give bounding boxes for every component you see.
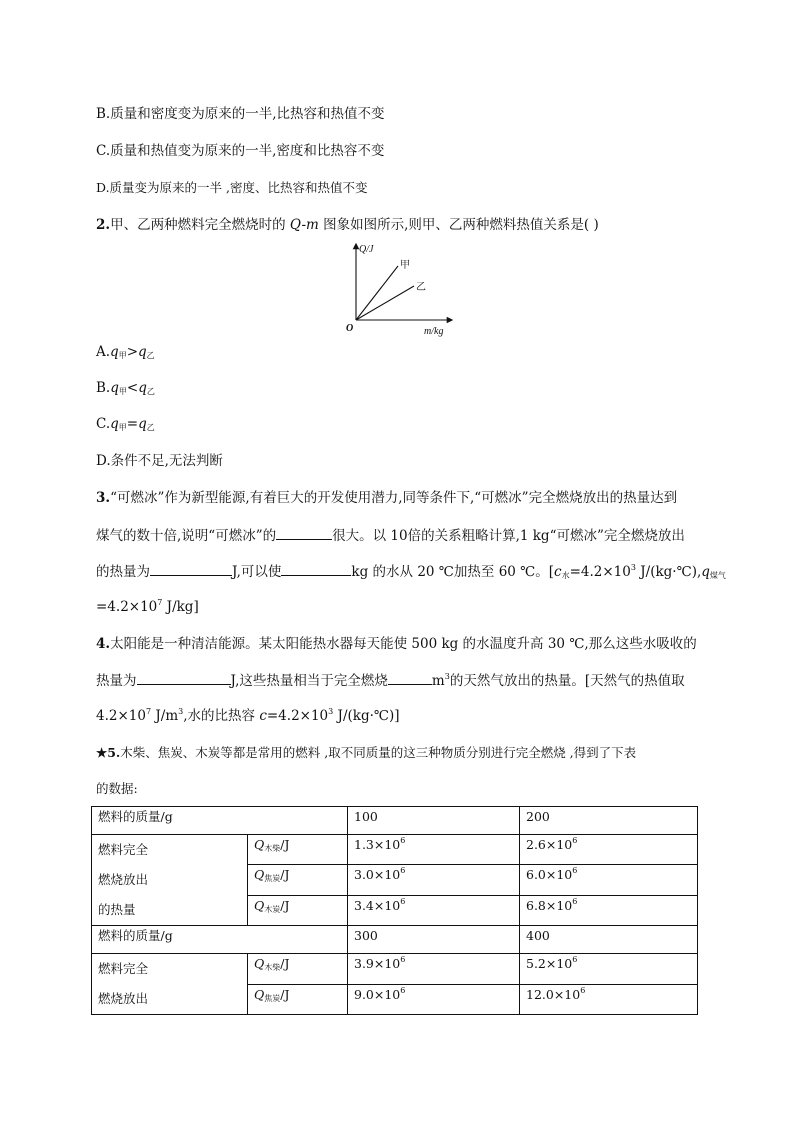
- value-cell: [520, 895, 698, 925]
- q2-text-a: 甲、乙两种燃料完全燃烧时的: [110, 217, 290, 233]
- exponent: 7: [145, 707, 152, 716]
- row-sub: 焦炭: [264, 993, 281, 1003]
- sub-yi: 乙: [146, 423, 155, 432]
- question-3-line-3: [96, 561, 726, 582]
- sub-jia: 甲: [118, 351, 127, 360]
- heat-label-line: 燃料完全: [98, 961, 149, 976]
- sub-yi: 乙: [146, 387, 155, 396]
- relation: <: [126, 380, 139, 396]
- q-value: 4.2×10: [96, 708, 146, 724]
- mantissa: 12.0×10: [526, 986, 581, 1002]
- mantissa: 1.3×10: [354, 837, 401, 852]
- q-symbol: Q: [254, 897, 265, 913]
- question-3-line-4: [96, 597, 199, 617]
- value-cell: [520, 984, 698, 1015]
- sub-yi: 乙: [146, 351, 155, 360]
- line-jia: [356, 266, 398, 320]
- option-b-prev: B.质量和密度变为原来的一半,比热容和热值不变: [96, 106, 385, 122]
- exponent: 6: [400, 836, 406, 845]
- mass-label: 燃料的质量/g: [92, 926, 348, 954]
- row-sub: 焦炭: [264, 874, 281, 884]
- q3-text: kg 的水从 20 ℃加热至 60 ℃。[: [351, 564, 555, 580]
- value-cell: [348, 865, 520, 895]
- q-unit: J/m: [151, 708, 179, 724]
- q4-text: J,这些热量相当于完全燃烧: [230, 673, 388, 689]
- line-jia-label: 甲: [400, 260, 410, 271]
- q2-text-var: Q-m: [289, 217, 319, 233]
- mantissa: 6.0×10: [526, 867, 573, 883]
- q4-text: 热量为: [96, 673, 137, 689]
- line-yi: [356, 286, 414, 320]
- sub-jia: 甲: [118, 423, 127, 432]
- exponent: 3: [178, 707, 184, 716]
- mass-cell: 100: [348, 807, 520, 835]
- row-label-coke: [248, 984, 348, 1015]
- unit: /J: [280, 986, 290, 1002]
- value-cell: [348, 895, 520, 925]
- row-sub: 木柴: [264, 844, 281, 853]
- q3-text: 很大。以 10倍的关系粗略计算,1 kg“可燃冰”完全燃烧放出: [332, 528, 685, 544]
- table-row: [92, 954, 698, 985]
- relation: =: [126, 416, 139, 432]
- q5-text: 木柴、焦炭、木炭等都是常用的燃料 ,取不同质量的这三种物质分别进行完全燃烧 ,得到了下表: [120, 745, 637, 760]
- c-subscript: 水: [561, 571, 570, 580]
- c-unit: J/(kg·℃),: [635, 564, 702, 580]
- q-symbol: q: [110, 380, 119, 396]
- answer-blank[interactable]: [281, 561, 351, 576]
- c-unit: J/(kg·℃)]: [333, 708, 400, 724]
- unit: /J: [280, 867, 290, 883]
- heat-label: [92, 954, 248, 1015]
- value-cell: [520, 835, 698, 865]
- exponent: 6: [400, 985, 406, 995]
- q3-text: 的热量为: [96, 564, 150, 580]
- mantissa: 6.8×10: [526, 897, 573, 913]
- mantissa: 5.2×10: [526, 956, 573, 971]
- heat-label-line: 燃烧放出: [98, 872, 149, 887]
- exponent: 3: [630, 563, 636, 572]
- q2-option-c: [96, 414, 155, 434]
- q2-option-d: D.条件不足,无法判断: [96, 453, 223, 469]
- question-4-line-1: [96, 634, 697, 654]
- x-axis-label: m/kg: [424, 326, 444, 337]
- c-value: =4.2×10: [569, 564, 631, 580]
- table-row: [92, 926, 698, 954]
- row-label-coke: [248, 865, 348, 895]
- exponent: 6: [572, 896, 578, 906]
- exponent: 6: [572, 955, 578, 964]
- heat-label-line: 燃烧放出: [98, 991, 149, 1006]
- q4-text: 的天然气放出的热量。[天然气的热值取: [449, 673, 685, 689]
- row-label-wood: [248, 835, 348, 865]
- exponent: 6: [400, 866, 406, 876]
- question-5-line-1: [96, 743, 636, 763]
- question-number: 2.: [96, 217, 111, 233]
- exponent: 6: [572, 836, 578, 845]
- value-cell: [520, 954, 698, 985]
- q3-text: J,可以使: [232, 564, 282, 580]
- line-yi-label: 乙: [416, 282, 426, 293]
- q-symbol: Q: [254, 956, 265, 971]
- question-number: ★5.: [96, 745, 121, 760]
- q4-text: ,水的比热容: [183, 708, 260, 724]
- question-4-line-3: [96, 706, 400, 726]
- unit: /J: [280, 837, 290, 852]
- q-symbol: q: [110, 416, 119, 432]
- option-prefix: A.: [96, 344, 111, 360]
- q-symbol: q: [110, 344, 119, 360]
- origin-label: O: [346, 323, 354, 334]
- question-3-line-1: [96, 488, 677, 508]
- table-row: [92, 835, 698, 865]
- question-3-line-2: [96, 525, 685, 546]
- q2-text-b: 图象如图所示,则甲、乙两种燃料热值关系是( ): [318, 217, 599, 233]
- q2-option-a: [96, 342, 155, 362]
- heat-label: [92, 835, 248, 926]
- question-4-line-2: [96, 670, 685, 691]
- question-5-line-2: 的数据:: [96, 781, 138, 796]
- q-subscript: 煤气: [709, 571, 726, 580]
- c-value: =4.2×10: [266, 708, 329, 724]
- answer-blank[interactable]: [137, 670, 231, 685]
- option-c-prev: C.质量和热值变为原来的一半,密度和比热容不变: [96, 143, 385, 159]
- q-value: =4.2×10: [96, 599, 158, 615]
- relation: >: [126, 344, 139, 360]
- q-symbol: q: [138, 380, 147, 396]
- question-number: 4.: [96, 636, 111, 652]
- q3-text: 煤气的数十倍,说明“可燃冰”的: [96, 528, 277, 544]
- option-prefix: C.: [96, 416, 111, 432]
- y-axis-label: Q/J: [359, 244, 374, 255]
- exponent: 3: [444, 672, 450, 681]
- q3-text: “可燃冰”作为新型能源,有着巨大的开发使用潜力,同等条件下,“可燃冰”完全燃烧放出的热量达到: [110, 490, 678, 506]
- mass-cell: 400: [520, 926, 698, 954]
- question-number: 3.: [96, 490, 111, 506]
- question-2-stem: [96, 215, 599, 235]
- exponent: 6: [572, 866, 578, 876]
- mantissa: 9.0×10: [354, 986, 401, 1002]
- exponent: 6: [580, 985, 586, 995]
- row-label-charcoal: [248, 895, 348, 925]
- value-cell: [348, 984, 520, 1015]
- mass-cell: 200: [520, 807, 698, 835]
- exponent: 6: [400, 896, 406, 906]
- row-sub: 木柴: [264, 963, 281, 972]
- sub-jia: 甲: [118, 387, 127, 396]
- q-m-graph: [338, 238, 458, 338]
- c-symbol: c: [259, 708, 267, 724]
- exponent: 3: [328, 707, 334, 716]
- value-cell: [520, 865, 698, 895]
- mantissa: 2.6×10: [526, 837, 573, 852]
- q-symbol: Q: [254, 986, 265, 1002]
- answer-blank[interactable]: [276, 525, 332, 540]
- q-symbol: q: [138, 344, 147, 360]
- mantissa: 3.4×10: [354, 897, 401, 913]
- option-prefix: B.: [96, 380, 111, 396]
- q-symbol: q: [701, 564, 710, 580]
- mass-cell: 300: [348, 926, 520, 954]
- c-symbol: c: [554, 564, 562, 580]
- answer-blank[interactable]: [150, 561, 232, 576]
- mantissa: 3.9×10: [354, 956, 401, 971]
- mass-label: 燃料的质量/g: [92, 807, 348, 835]
- mantissa: 3.0×10: [354, 867, 401, 883]
- q-symbol: Q: [254, 837, 265, 852]
- exponent: 7: [157, 598, 163, 607]
- q4-text: m: [431, 673, 445, 689]
- fuel-heat-table: [91, 806, 698, 1015]
- q-symbol: q: [138, 416, 147, 432]
- q-symbol: Q: [254, 867, 265, 883]
- q2-option-b: [96, 378, 155, 398]
- table-row: [92, 807, 698, 835]
- row-label-wood: [248, 954, 348, 985]
- value-cell: [348, 954, 520, 985]
- value-cell: [348, 835, 520, 865]
- exponent: 6: [400, 955, 406, 964]
- heat-label-line: 燃料完全: [98, 842, 149, 857]
- unit: /J: [280, 956, 290, 971]
- option-d-prev: D.质量变为原来的一半 ,密度、比热容和热值不变: [96, 180, 368, 195]
- row-sub: 木炭: [264, 904, 281, 914]
- q-unit: J/kg]: [162, 599, 199, 615]
- unit: /J: [280, 897, 290, 913]
- heat-label-line: 的热量: [98, 902, 136, 917]
- answer-blank[interactable]: [388, 670, 432, 685]
- q4-text: 太阳能是一种清洁能源。某太阳能热水器每天能使 500 kg 的水温度升高 30 ℃,那么这些水吸收的: [110, 636, 697, 652]
